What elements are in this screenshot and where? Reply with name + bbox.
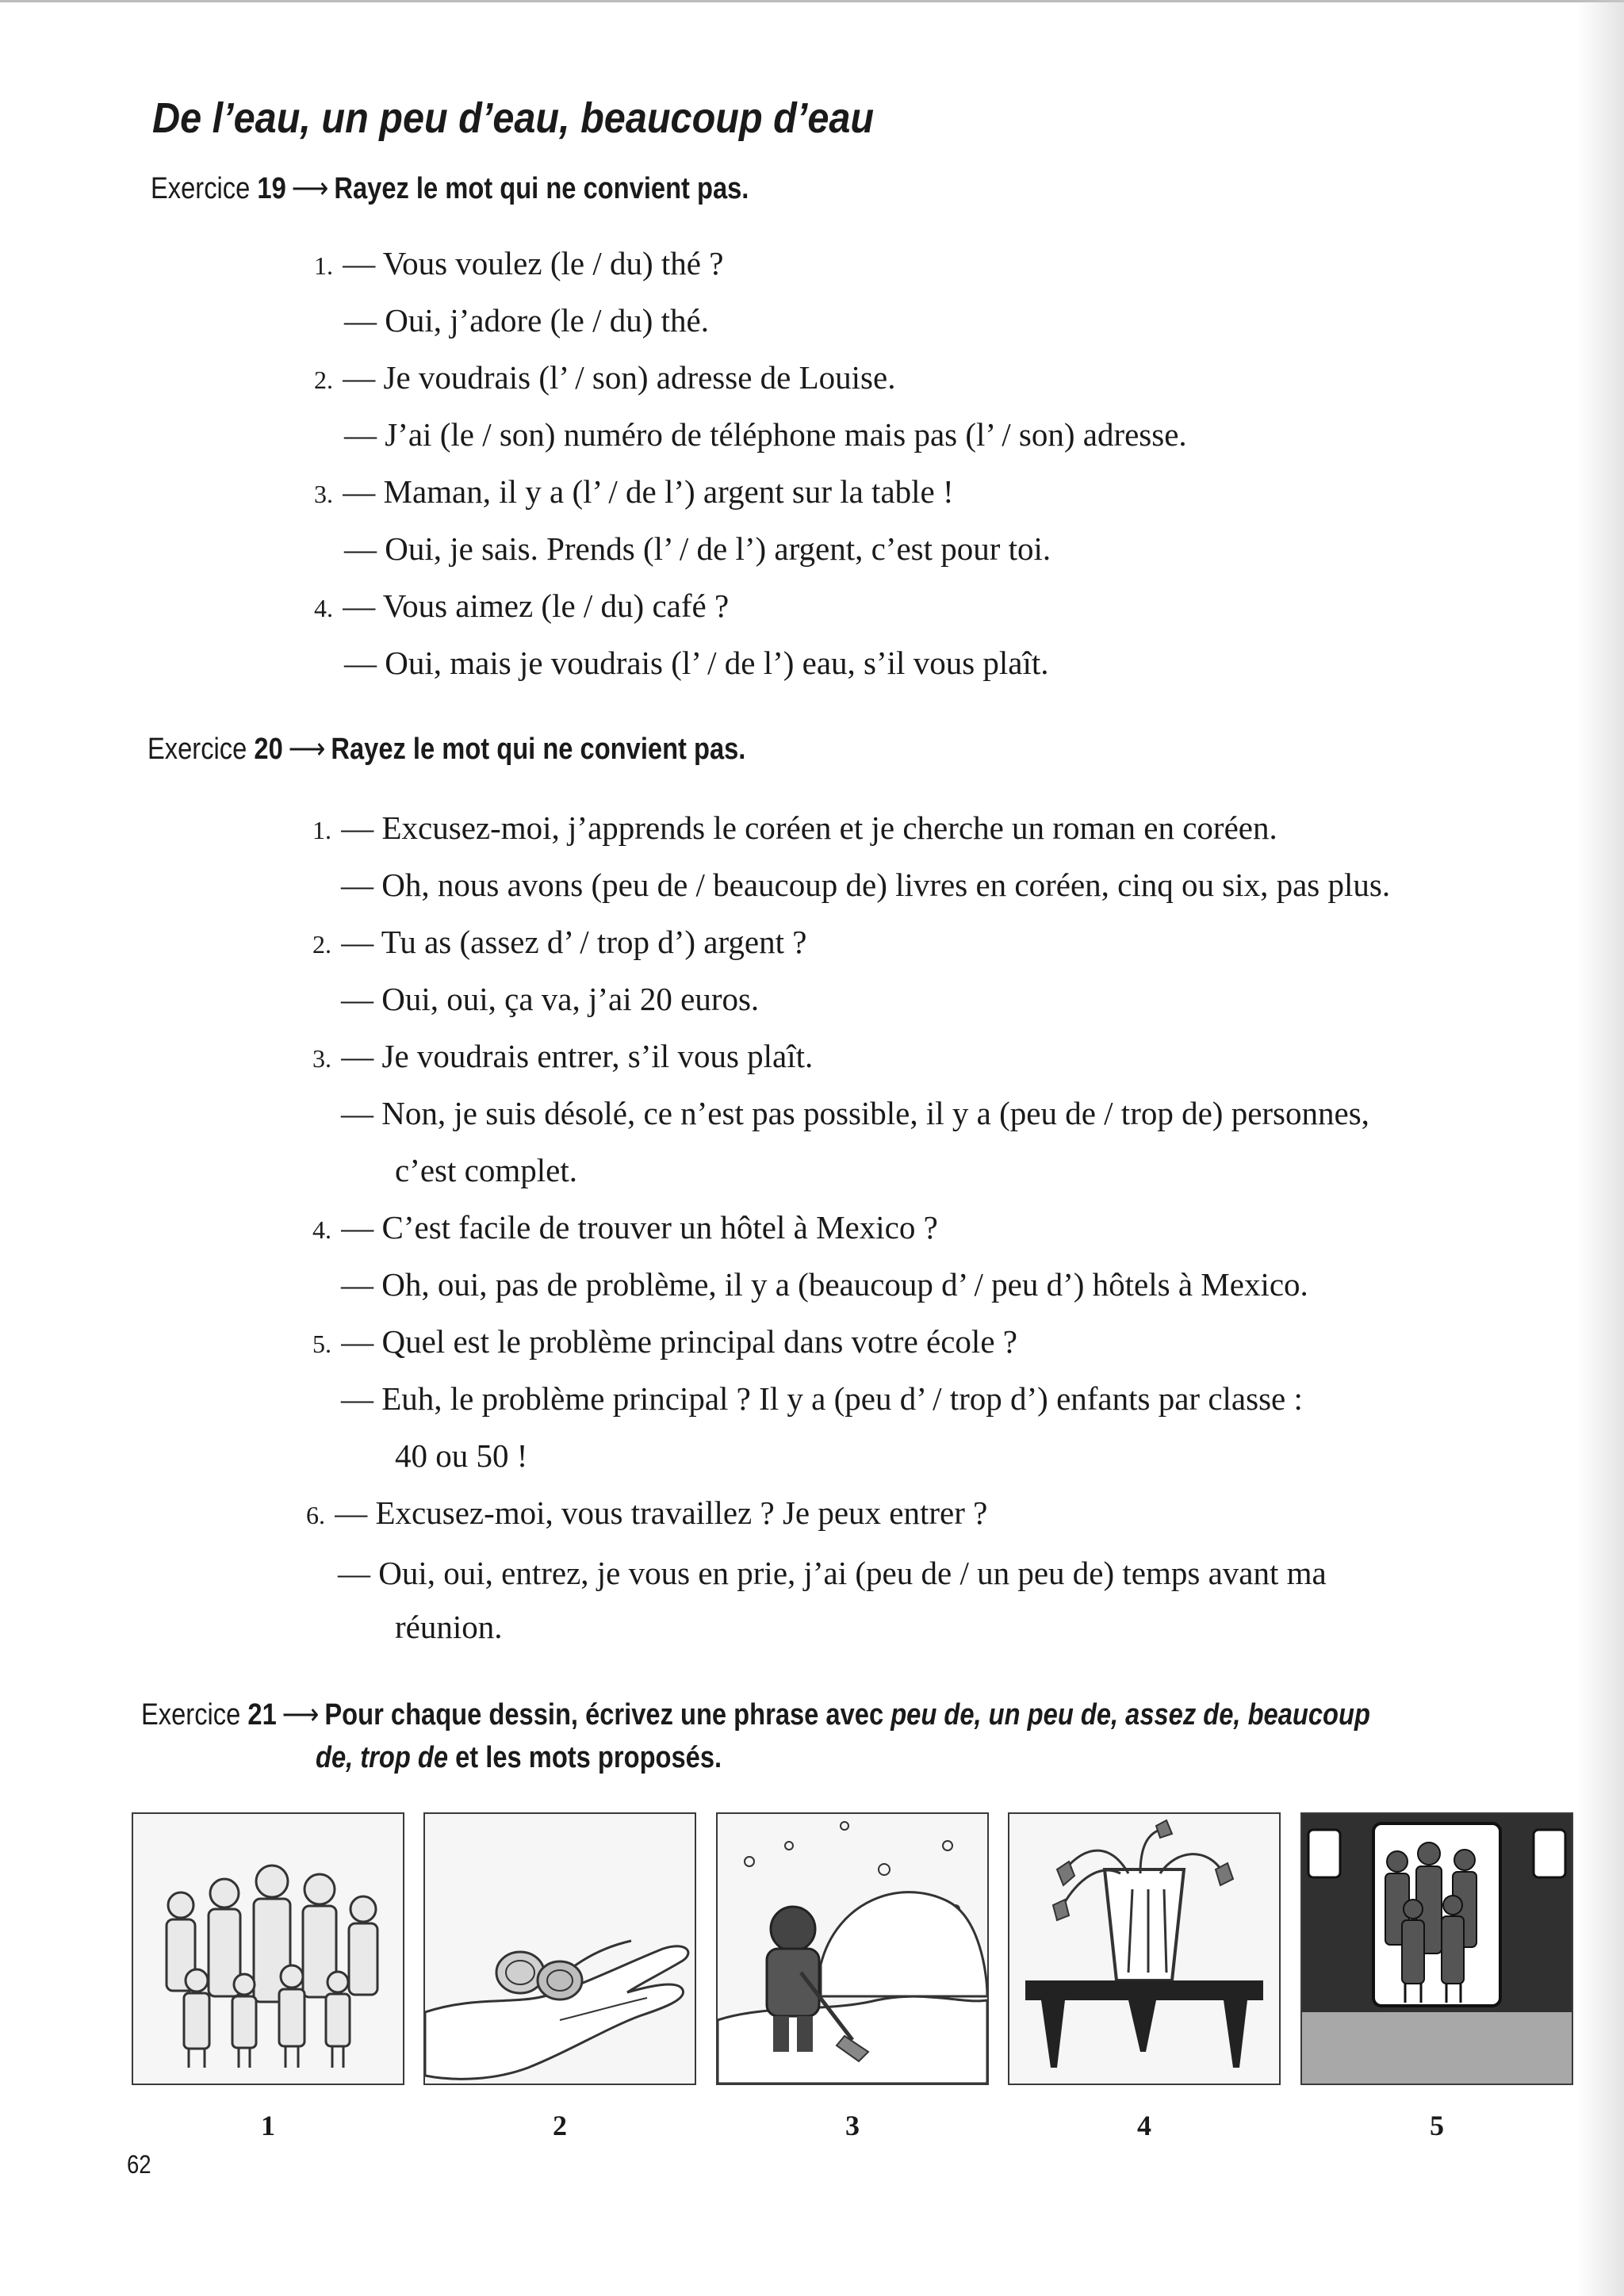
page-title: De l’eau, un peu d’eau, beaucoup d’eau bbox=[152, 94, 875, 142]
ex19-item-4-question: 4. — Vous aimez (le / du) café ? bbox=[314, 587, 730, 624]
coins-in-hand-icon bbox=[423, 1812, 696, 2085]
ex20-item-3-answer-cont: c’est complet. bbox=[395, 1152, 577, 1188]
ex20-item-2-answer: — Oui, oui, ça va, j’ai 20 euros. bbox=[341, 981, 760, 1017]
ex20-item-5-answer-cont: 40 ou 50 ! bbox=[395, 1437, 528, 1474]
ex20-item-3-answer: — Non, je suis désolé, ce n’est pas possible, il y a (peu de / trop de) personnes, bbox=[341, 1095, 1369, 1131]
ex19-item-3-answer: — Oui, je sais. Prends (l’ / de l’) argent, c’est pour toi. bbox=[344, 530, 1051, 567]
ex19-item-1-question: 1. — Vous voulez (le / du) thé ? bbox=[314, 245, 724, 281]
page-number: 62 bbox=[127, 2150, 151, 2179]
ex20-item-2-question: 2. — Tu as (assez d’ / trop d’) argent ? bbox=[312, 924, 807, 960]
ex20-item-6-question: 6. — Excusez-moi, vous travaillez ? Je peux entrer ? bbox=[306, 1494, 988, 1531]
ex20-item-4-question: 4. — C’est facile de trouver un hôtel à Mexico ? bbox=[312, 1209, 938, 1246]
page-edge-shadow bbox=[1576, 0, 1624, 2296]
picture-label-4: 4 bbox=[1137, 2110, 1151, 2141]
picture-label-1: 1 bbox=[261, 2110, 275, 2141]
exercise-19-heading: Exercice 19 ⟶ Rayez le mot qui ne convient pas. bbox=[151, 172, 749, 205]
arrow-icon: ⟶ bbox=[288, 733, 326, 766]
ex19-item-3-question: 3. — Maman, il y a (l’ / de l’) argent sur la table ! bbox=[314, 473, 954, 510]
ex20-item-1-question: 1. — Excusez-moi, j’apprends le coréen et je cherche un roman en coréen. bbox=[312, 809, 1277, 846]
picture-label-3: 3 bbox=[845, 2110, 860, 2141]
ex19-item-2-question: 2. — Je voudrais (l’ / son) adresse de Louise. bbox=[314, 359, 896, 396]
ex19-item-1-answer: — Oui, j’adore (le / du) thé. bbox=[344, 302, 709, 339]
ex20-item-6-answer: — Oui, oui, entrez, je vous en prie, j’ai (peu de / un peu de) temps avant ma bbox=[338, 1555, 1327, 1591]
picture-label-2: 2 bbox=[553, 2110, 567, 2141]
ex20-item-5-answer: — Euh, le problème principal ? Il y a (peu d’ / trop d’) enfants par classe : bbox=[341, 1380, 1303, 1417]
ex20-item-5-question: 5. — Quel est le problème principal dans votre école ? bbox=[312, 1323, 1017, 1360]
snow-shoveling-icon bbox=[716, 1812, 989, 2085]
wilted-flowers-vase-icon bbox=[1008, 1812, 1281, 2085]
ex20-item-3-question: 3. — Je voudrais entrer, s’il vous plaît. bbox=[312, 1038, 814, 1074]
top-border bbox=[0, 0, 1624, 2]
ex20-item-6-answer-cont: réunion. bbox=[395, 1609, 503, 1645]
exercise-21-heading: Exercice 21 ⟶ Pour chaque dessin, écrivez une phrase avec peu de, un peu de, assez de, beaucoup bbox=[141, 1698, 1370, 1732]
family-group-icon bbox=[132, 1812, 404, 2085]
ex20-item-1-answer: — Oh, nous avons (peu de / beaucoup de) livres en coréen, cinq ou six, pas plus. bbox=[341, 867, 1391, 903]
ex20-item-4-answer: — Oh, oui, pas de problème, il y a (beaucoup d’ / peu d’) hôtels à Mexico. bbox=[341, 1266, 1308, 1303]
ex19-item-2-answer: — J’ai (le / son) numéro de téléphone mais pas (l’ / son) adresse. bbox=[344, 416, 1187, 453]
exercise-20-heading: Exercice 20 ⟶ Rayez le mot qui ne convient pas. bbox=[147, 733, 746, 766]
ex19-item-4-answer: — Oui, mais je voudrais (l’ / de l’) eau, s’il vous plaît. bbox=[344, 645, 1049, 681]
crowded-train-icon bbox=[1300, 1812, 1573, 2085]
exercise-21-heading-cont: de, trop de et les mots proposés. bbox=[316, 1741, 722, 1774]
arrow-icon: ⟶ bbox=[282, 1698, 320, 1732]
arrow-icon: ⟶ bbox=[291, 172, 329, 205]
picture-label-5: 5 bbox=[1430, 2110, 1444, 2141]
